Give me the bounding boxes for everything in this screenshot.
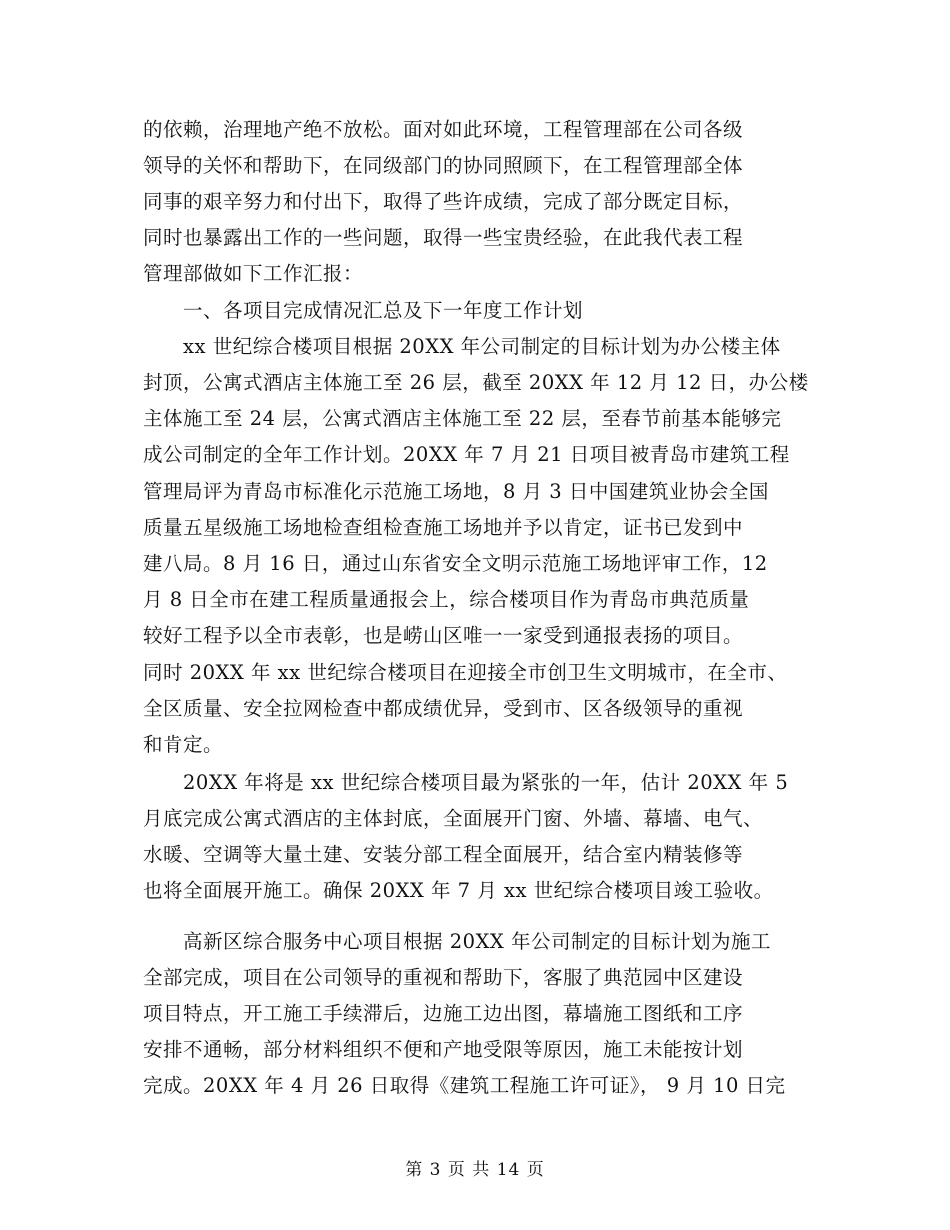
page-number-footer: 第 3 页 共 14 页	[405, 1160, 545, 1180]
text-line: 管理局评为青岛市标准化示范施工场地，8 月 3 日中国建筑业协会全国	[143, 480, 769, 503]
text-line: 月 8 日全市在建工程质量通报会上，综合楼项目作为青岛市典范质量	[143, 588, 750, 611]
text-line: 安排不通畅，部分材料组织不便和产地受限等原因，施工未能按计划	[143, 1038, 744, 1061]
text-line: 月底完成公寓式酒店的主体封底，全面展开门窗、外墙、幕墙、电气、	[143, 807, 764, 830]
text-line: 同事的艰辛努力和付出下，取得了些许成绩，完成了部分既定目标，	[143, 190, 744, 213]
text-line: 全部完成，项目在公司领导的重视和帮助下，客服了典范园中区建设	[143, 966, 744, 989]
text-line: 和肯定。	[143, 733, 224, 756]
text-line: 的依赖，治理地产绝不放松。面对如此环境，工程管理部在公司各级	[143, 118, 744, 141]
section-heading: 一、各项目完成情况汇总及下一年度工作计划	[183, 299, 584, 322]
text-line: 也将全面展开施工。确保 20XX 年 7 月 xx 世纪综合楼项目竣工验收。	[143, 879, 774, 902]
text-line: 水暖、空调等大量土建、安装分部工程全面展开，结合室内精装修等	[143, 843, 744, 866]
text-line: 主体施工至 24 层，公寓式酒店主体施工至 22 层，至春节前基本能够完	[143, 407, 782, 430]
text-line: 20XX 年将是 xx 世纪综合楼项目最为紧张的一年，估计 20XX 年 5	[183, 771, 789, 794]
text-line: 同时也暴露出工作的一些问题，取得一些宝贵经验，在此我代表工程	[143, 226, 744, 249]
text-line: 管理部做如下工作汇报：	[143, 262, 364, 285]
text-line: 成公司制定的全年工作计划。20XX 年 7 月 21 日项目被青岛市建筑工程	[143, 443, 790, 466]
text-line: 同时 20XX 年 xx 世纪综合楼项目在迎接全市创卫生文明城市，在全市、	[143, 661, 788, 684]
text-line: 全区质量、安全拉网检查中都成绩优异，受到市、区各级领导的重视	[143, 697, 744, 720]
text-line: 完成。20XX 年 4 月 26 日取得《建筑工程施工许可证》， 9 月 10 日完	[143, 1074, 786, 1097]
text-line: 高新区综合服务中心项目根据 20XX 年公司制定的目标计划为施工	[183, 930, 771, 953]
text-line: 建八局。8 月 16 日，通过山东省安全文明示范施工场地评审工作，12	[143, 552, 768, 575]
text-line: 领导的关怀和帮助下，在同级部门的协同照顾下，在工程管理部全体	[143, 154, 744, 177]
text-line: 较好工程予以全市表彰，也是崂山区唯一一家受到通报表扬的项目。	[143, 624, 744, 647]
text-line: xx 世纪综合楼项目根据 20XX 年公司制定的目标计划为办公楼主体	[183, 335, 781, 358]
text-line: 质量五星级施工场地检查组检查施工场地并予以肯定，证书已发到中	[143, 516, 744, 539]
text-line: 项目特点，开工施工手续滞后，边施工边出图，幕墙施工图纸和工序	[143, 1002, 744, 1025]
text-line: 封顶，公寓式酒店主体施工至 26 层，截至 20XX 年 12 月 12 日，办公楼	[143, 371, 809, 394]
